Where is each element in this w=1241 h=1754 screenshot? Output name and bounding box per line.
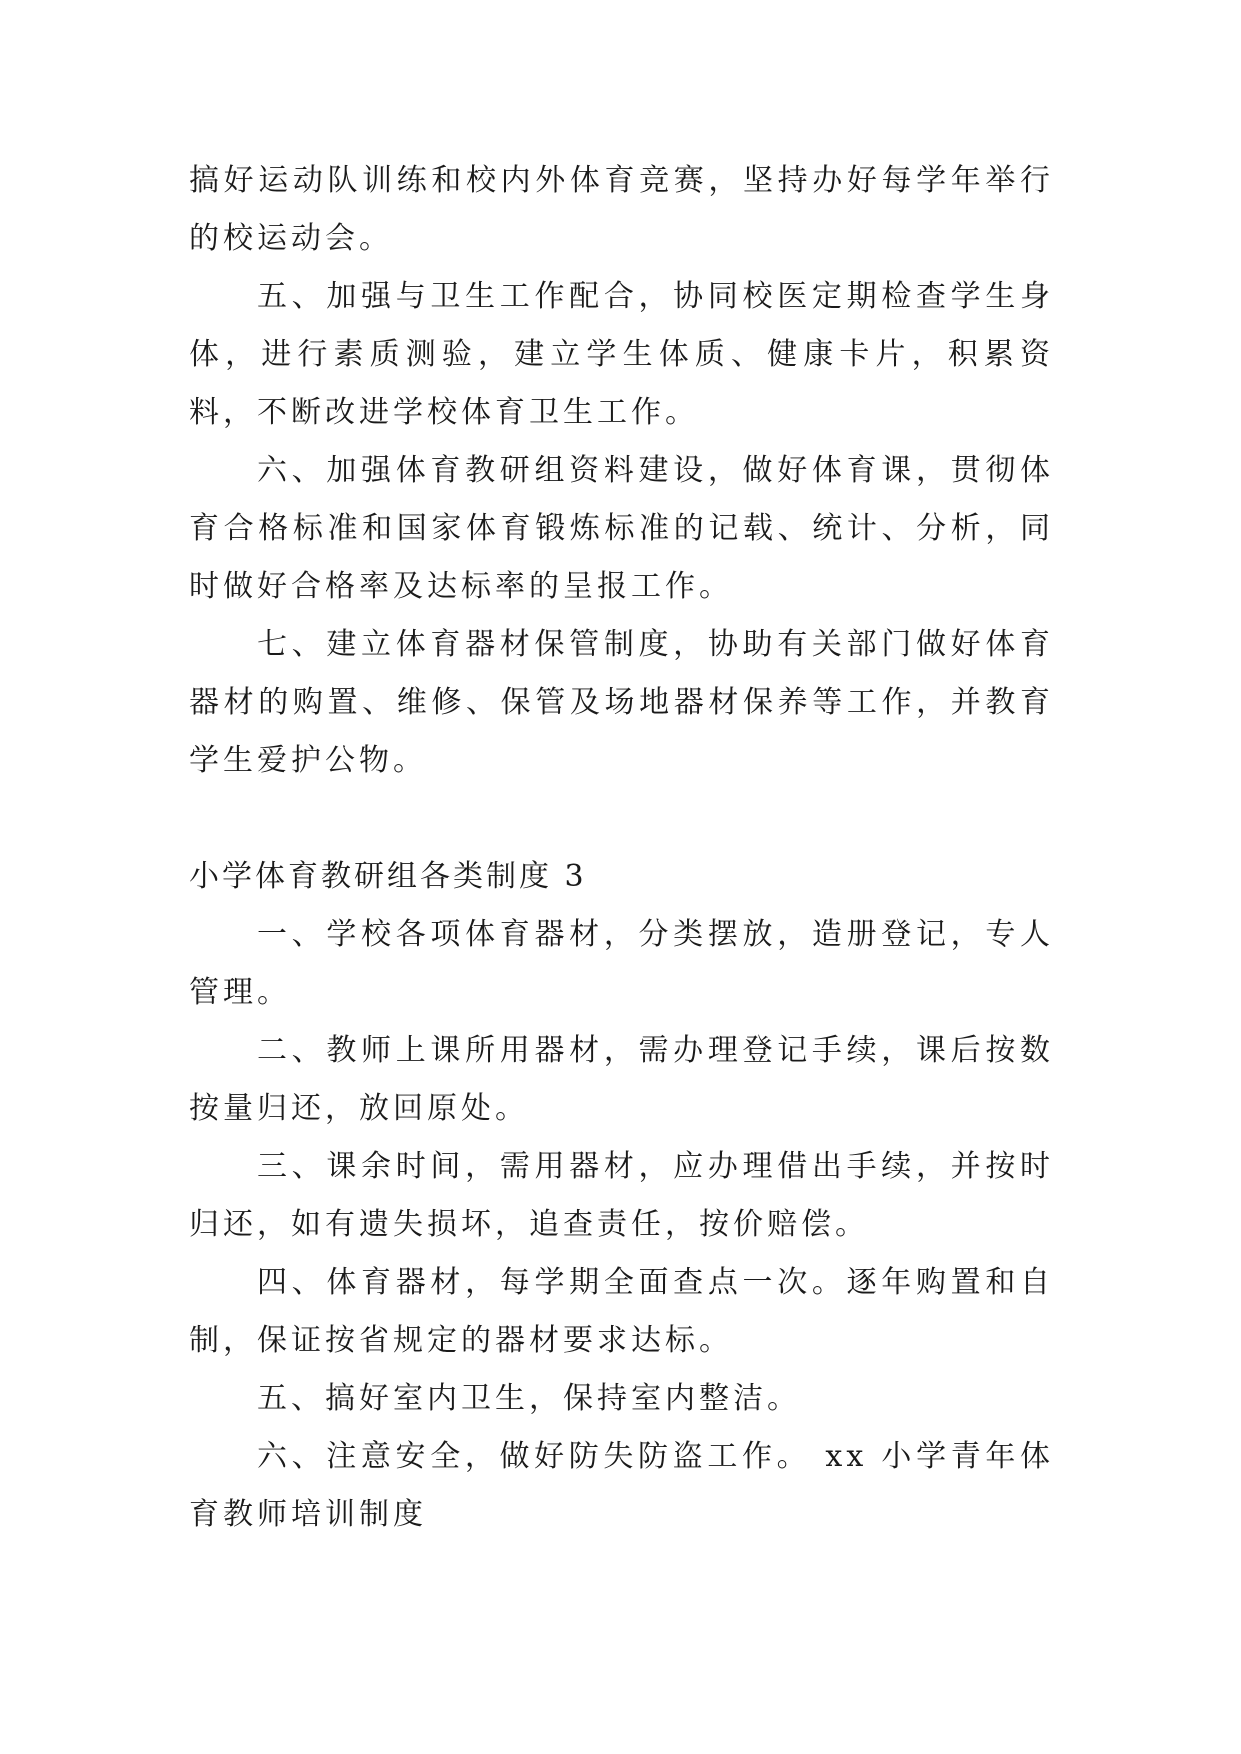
rule-item-4: 四、体育器材，每学期全面查点一次。逐年购置和自制，保证按省规定的器材要求达标。 <box>189 1265 1054 1358</box>
rule-item-5: 五、搞好室内卫生，保持室内整洁。 <box>257 1381 801 1416</box>
paragraph-item-7-equipment: 七、建立体育器材保管制度，协助有关部门做好体育器材的购置、维修、保管及场地器材保养等工作，并教育学生爱护公物。 <box>189 627 1054 778</box>
paragraph-continuation: 搞好运动队训练和校内外体育竞赛，坚持办好每学年举行的校运动会。 <box>189 163 1054 256</box>
rule-item-1: 一、学校各项体育器材，分类摆放，造册登记，专人管理。 <box>189 917 1054 1010</box>
section-title: 小学体育教研组各类制度 3 <box>189 859 587 894</box>
document-body <box>189 152 1054 1544</box>
rule-item-2: 二、教师上课所用器材，需办理登记手续，课后按数按量归还，放回原处。 <box>189 1033 1054 1126</box>
rule-item-6: 六、注意安全，做好防失防盗工作。 xx 小学青年体育教师培训制度 <box>189 1439 1054 1532</box>
rule-item-3: 三、课余时间，需用器材，应办理借出手续，并按时归还，如有遗失损坏，追查责任，按价赔偿。 <box>189 1149 1054 1242</box>
paragraph-item-6-records: 六、加强体育教研组资料建设，做好体育课，贯彻体育合格标准和国家体育锻炼标准的记载、统计、分析，同时做好合格率及达标率的呈报工作。 <box>189 453 1054 604</box>
paragraph-item-5-health: 五、加强与卫生工作配合，协同校医定期检查学生身体，进行素质测验，建立学生体质、健康卡片，积累资料，不断改进学校体育卫生工作。 <box>189 279 1054 430</box>
